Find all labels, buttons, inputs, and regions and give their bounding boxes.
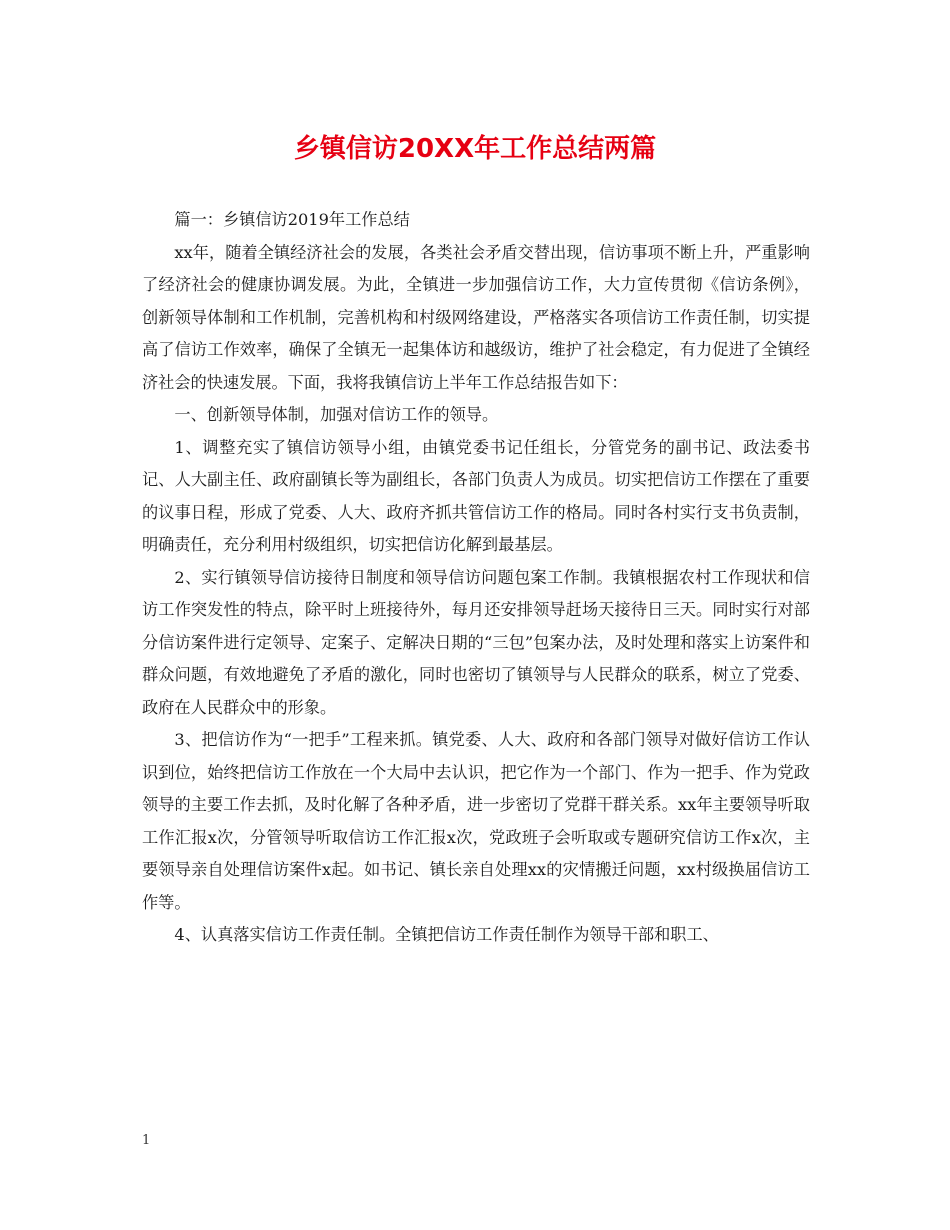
section-heading-one: 一、创新领导体制，加强对信访工作的领导。 bbox=[174, 405, 499, 424]
document-title: 乡镇信访20XX年工作总结两篇 bbox=[293, 134, 657, 164]
paragraph-item-2: 2、实行镇领导信访接待日制度和领导信访问题包案工作制。我镇根据农村工作现状和信访工作突发性的特点，除平时上班接待外，每月还安排领导赶场天接待日三天。同时实行对部分信访案件进行定领导、定案子、定解决日期的“三包”包案办法，及时处理和落实上访案件和群众问题，有效地避免了矛盾的激化，同时也密切了镇领导与人民群众的联系，树立了党委、政府在人民群众中的形象。 bbox=[142, 567, 810, 717]
section-heading-part-one: 篇一：乡镇信访2019年工作总结 bbox=[174, 210, 410, 229]
paragraph-item-4: 4、认真落实信访工作责任制。全镇把信访工作责任制作为领导干部和职工、 bbox=[174, 925, 719, 944]
paragraph-item-1: 1、调整充实了镇信访领导小组，由镇党委书记任组长，分管党务的副书记、政法委书记、人大副主任、政府副镇长等为副组长，各部门负责人为成员。切实把信访工作摆在了重要的议事日程，形成了党委、人大、政府齐抓共管信访工作的格局。同时各村实行支书负责制，明确责任，充分利用村级组织，切实把信访化解到最基层。 bbox=[142, 437, 810, 554]
page-number: 1 bbox=[142, 1133, 151, 1148]
document-body bbox=[142, 204, 810, 952]
paragraph-item-3: 3、把信访作为“一把手”工程来抓。镇党委、人大、政府和各部门领导对做好信访工作认识到位，始终把信访工作放在一个大局中去认识，把它作为一个部门、作为一把手、作为党政领导的主要工作去抓，及时化解了各种矛盾，进一步密切了党群干群关系。xx年主要领导听取工作汇报x次，分管领导听取信访工作汇报x次，党政班子会听取或专题研究信访工作x次，主要领导亲自处理信访案件x起。如书记、镇长亲自处理xx的灾情搬迁问题，xx村级换届信访工作等。 bbox=[142, 730, 810, 912]
intro-paragraph: xx年，随着全镇经济社会的发展，各类社会矛盾交替出现，信访事项不断上升，严重影响了经济社会的健康协调发展。为此，全镇进一步加强信访工作，大力宣传贯彻《信访条例》，创新领导体制和工作机制，完善机构和村级网络建设，严格落实各项信访工作责任制，切实提高了信访工作效率，确保了全镇无一起集体访和越级访，维护了社会稳定，有力促进了全镇经济社会的快速发展。下面，我将我镇信访上半年工作总结报告如下： bbox=[142, 242, 810, 392]
